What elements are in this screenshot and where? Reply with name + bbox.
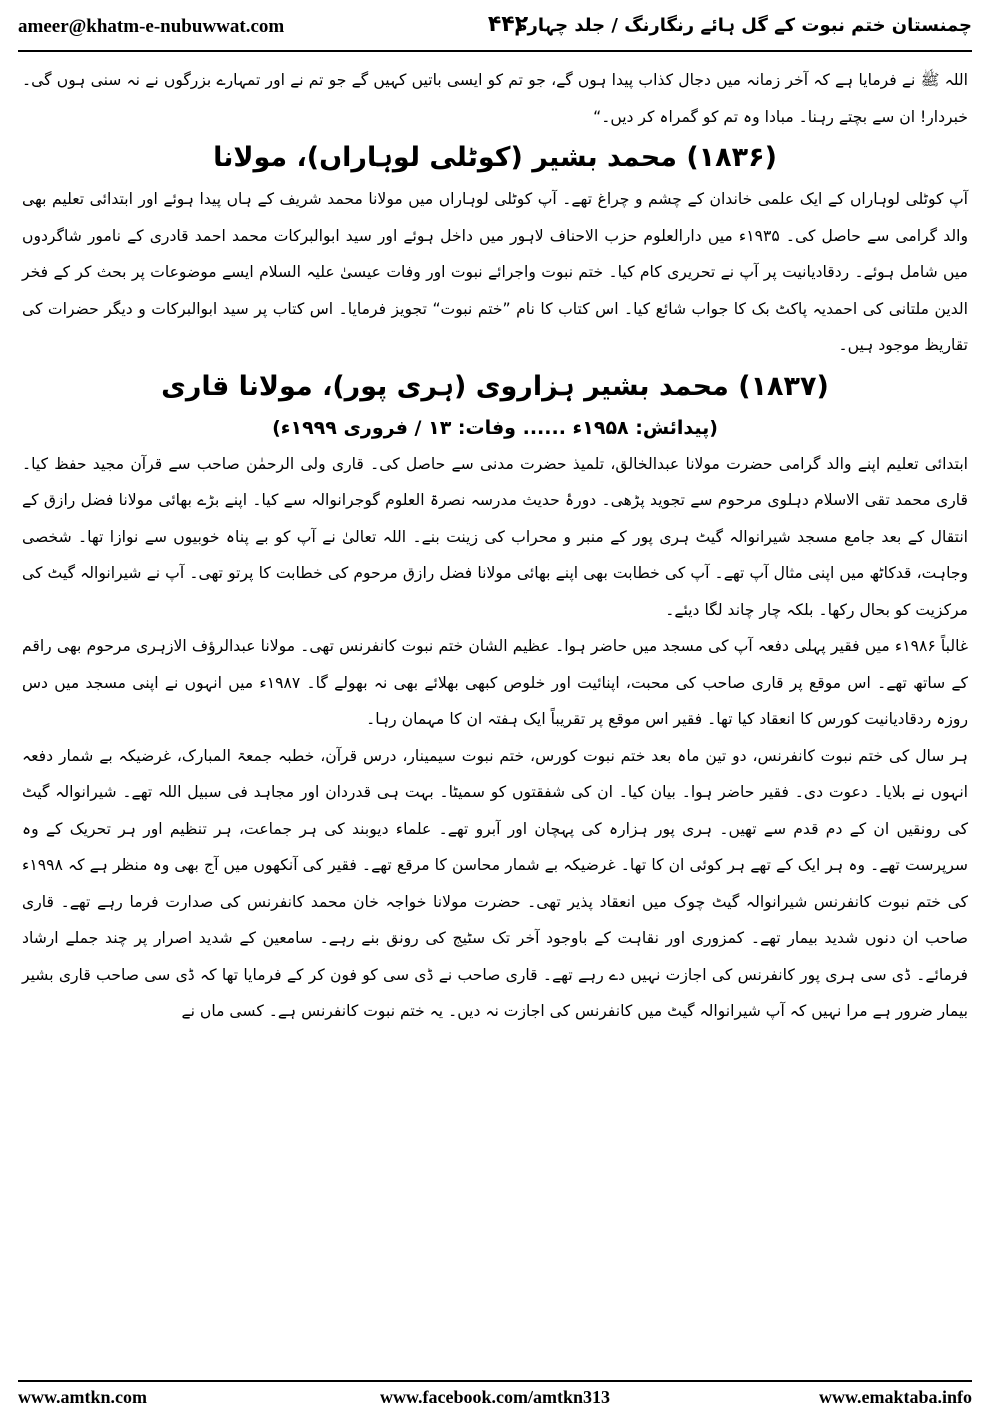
footer-link-facebook[interactable]: www.facebook.com/amtkn313	[380, 1387, 610, 1407]
entry-1837-paragraph-2: غالباً ۱۹۸۶ء میں فقیر پہلی دفعہ آپ کی مسجد میں حاضر ہوا۔ عظیم الشان ختم نبوت کانفرنس تھی۔ مولانا عبدالرؤف الازہری مرحوم بھی راقم کے ساتھ تھے۔ اس موقع پر قاری صاحب کی محبت، اپنائیت اور خلوص کبھی بھلائے بھی نہ بھولے گا۔ ۱۹۸۷ء میں انہوں نے اپنی مسجد میں دس روزہ ردقادیانیت کورس کا انعقاد کیا تھا۔ فقیر اس موقع پر تقریباً ایک ہفتہ ان کا مہمان رہا۔	[22, 637, 968, 728]
page-number: ۴۴۲	[487, 12, 529, 37]
header-email[interactable]: ameer@khatm-e-nubuwwat.com	[18, 16, 285, 37]
entry-1837-heading: (۱۸۳۷) محمد بشیر ہزاروی (ہری پور)، مولانا قاری	[161, 370, 829, 402]
footer-link-emaktaba[interactable]: www.emaktaba.info	[818, 1387, 972, 1407]
entry-1837-dates: (پیدائش: ۱۹۵۸ء ...... وفات: ۱۳ / فروری ۱۹۹۹ء)	[272, 416, 718, 439]
book-title: چمنستان ختم نبوت کے گل ہائے رنگارنگ / جلد چہارم	[514, 15, 972, 36]
footer-divider	[18, 1380, 972, 1382]
page-body	[22, 60, 968, 1376]
intro-paragraph: اللہ ﷺ نے فرمایا ہے کہ آخر زمانہ میں دجال کذاب پیدا ہوں گے، جو تم کو ایسی باتیں کہیں گے جو تم نے اور تمہارے بزرگوں نے نہ سنی ہوں گی۔ خبردار! ان سے بچتے رہنا۔ مبادا وہ تم کو گمراہ کر دیں۔“	[22, 71, 968, 126]
entry-1837-paragraph-3: ہر سال کی ختم نبوت کانفرنس، دو تین ماہ بعد ختم نبوت کورس، ختم نبوت سیمینار، درس قرآن، خطبہ جمعۃ المبارک، غرضیکہ بے شمار دفعہ انہوں نے بلایا۔ دعوت دی۔ فقیر حاضر ہوا۔ بیان کیا۔ ان کی شفقتوں کو سمیٹا۔ بہت ہی قدردان اور مجاہد فی سبیل اللہ تھے۔ شیرانوالہ گیٹ کی رونقیں ان کے دم قدم سے تھیں۔ ہری پور ہزارہ کی پہچان اور آبرو تھے۔ علماء دیوبند کی ہر جماعت، ہر تنظیم اور ہر تحریک کے وہ سرپرست تھے۔ وہ ہر ایک کے تھے ہر کوئی ان کا تھا۔ غرضیکہ بے شمار محاسن کا مرقع تھے۔ فقیر کی آنکھوں میں آج بھی وہ منظر ہے کہ ۱۹۹۸ء کی ختم نبوت کانفرنس شیرانوالہ گیٹ چوک میں انعقاد پذیر تھی۔ حضرت مولانا خواجہ خان محمد کانفرنس کی صدارت فرما رہے تھے۔ قاری صاحب ان دنوں شدید بیمار تھے۔ کمزوری اور نقاہت کے باوجود آخر تک سٹیج کی رونق بنے رہے۔ سامعین کے شدید اصرار پر چند جملے ارشاد فرمائے۔ ڈی سی ہری پور کانفرنس کی اجازت نہیں دے رہے تھے۔ قاری صاحب نے ڈی سی کو فون کر کے فرمایا تھا کہ ڈی سی صاحب قاری بشیر بیمار ضرور ہے مرا نہیں کہ آپ شیرانوالہ گیٹ میں کانفرنس کی اجازت نہ دیں۔ یہ ختم نبوت کانفرنس ہے۔ کسی ماں نے	[22, 746, 968, 1020]
entry-1836-paragraph: آپ کوٹلی لوہاراں کے ایک علمی خاندان کے چشم و چراغ تھے۔ آپ کوٹلی لوہاراں میں مولانا محمد شریف کے ہاں پیدا ہوئے اور ابتدائی تعلیم بھی والد گرامی سے حاصل کی۔ ۱۹۳۵ء میں دارالعلوم حزب الاحناف لاہور میں داخل ہوئے اور سید ابوالبرکات محمد احمد قادری کے نامور شاگردوں میں شامل ہوئے۔ ردقادیانیت پر آپ نے تحریری کام کیا۔ ختم نبوت واجرائے نبوت اور وفات عیسیٰ علیہ السلام ایسے موضوعات پر بحث کر کے فخر الدین ملتانی کی احمدیہ پاکٹ بک کا جواب شائع کیا۔ اس کتاب کا نام ”ختم نبوت“ تجویز فرمایا۔ اس کتاب پر سید ابوالبرکات و دیگر حضرات کی تقاریظ موجود ہیں۔	[22, 190, 968, 354]
header-divider	[18, 50, 972, 52]
page-footer	[18, 1384, 972, 1414]
footer-link-amtkn[interactable]: www.amtkn.com	[18, 1387, 147, 1407]
page-header	[18, 10, 972, 44]
entry-1836-heading: (۱۸۳۶) محمد بشیر (کوٹلی لوہاراں)، مولانا	[213, 142, 777, 173]
entry-1837-paragraph-1: ابتدائی تعلیم اپنے والد گرامی حضرت مولانا عبدالخالق، تلمیذ حضرت مدنی سے حاصل کی۔ قاری ولی الرحمٰن صاحب سے قرآن مجید حفظ کیا۔ قاری محمد تقی الاسلام دہلوی مرحوم سے تجوید پڑھی۔ دورۂ حدیث مدرسہ نصرۃ العلوم گوجرانوالہ سے کیا۔ اپنے بڑے بھائی مولانا فضل رازق کے انتقال کے بعد جامع مسجد شیرانوالہ گیٹ ہری پور کے منبر و محراب کی زینت بنے۔ اللہ تعالیٰ نے آپ کو بے پناہ خوبیوں سے نوازا تھا۔ شخصی وجاہت، قدکاٹھ میں اپنی مثال آپ تھے۔ آپ کی خطابت بھی اپنے بھائی مولانا فضل رازق مرحوم کی خطابت کا پرتو تھی۔ آپ نے شیرانوالہ گیٹ کی مرکزیت کو بحال رکھا۔ بلکہ چار چاند لگا دیئے۔	[22, 454, 968, 619]
